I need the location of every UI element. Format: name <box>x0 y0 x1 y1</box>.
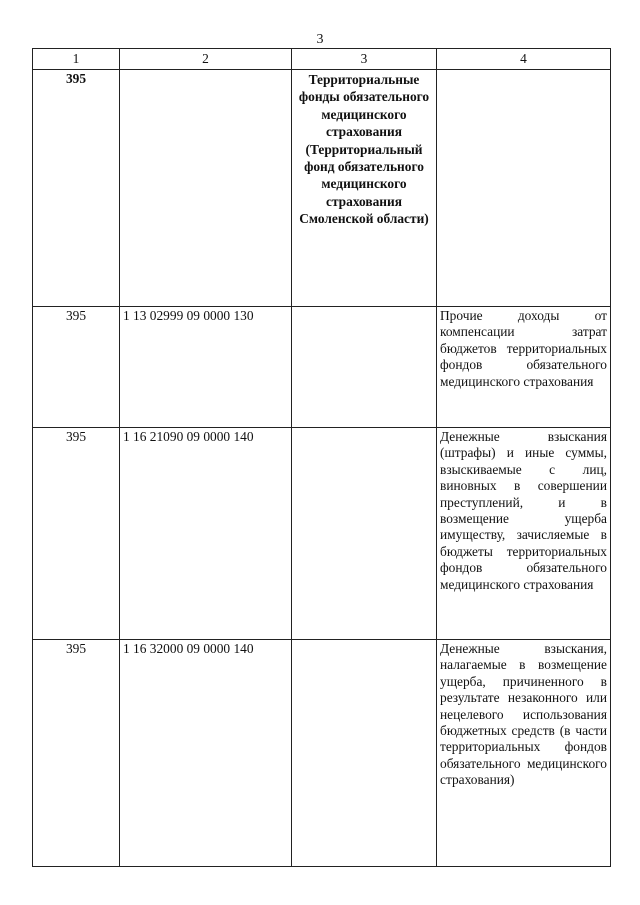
header-cell-3: 3 <box>292 49 437 70</box>
revenue-description-cell: Денежные взыскания, налагаемые в возмещение ущерба, причиненного в результате незаконного или нецелевого использования бюджетных средств (в части территориальных фондов обязательного медицинского страхования) <box>437 640 611 867</box>
table-row <box>33 307 611 428</box>
revenue-code-cell: 1 13 02999 09 0000 130 <box>120 307 292 428</box>
header-cell-4: 4 <box>437 49 611 70</box>
revenue-code-cell: 1 16 32000 09 0000 140 <box>120 640 292 867</box>
administrator-name-cell <box>292 640 437 867</box>
revenue-description-cell: Прочие доходы от компенсации затрат бюджетов территориальных фондов обязательного медицинского страхования <box>437 307 611 428</box>
header-cell-2: 2 <box>120 49 292 70</box>
admin-code-cell: 395 <box>33 428 120 640</box>
revenue-code-cell: 1 16 21090 09 0000 140 <box>120 428 292 640</box>
administrator-name-cell: Территориальные фонды обязательного медицинского страхования (Территориальный фонд обязательного медицинского страхования Смоленской области) <box>292 70 437 307</box>
budget-classification-table <box>32 48 611 867</box>
table-row <box>33 640 611 867</box>
admin-code-cell: 395 <box>33 307 120 428</box>
table-row <box>33 428 611 640</box>
table-row <box>33 70 611 307</box>
table-header-row <box>33 49 611 70</box>
administrator-name-cell <box>292 428 437 640</box>
page-number: 3 <box>316 32 324 47</box>
header-cell-1: 1 <box>33 49 120 70</box>
admin-code-cell: 395 <box>33 70 120 307</box>
revenue-description-cell: Денежные взыскания (штрафы) и иные суммы, взыскиваемые с лиц, виновных в совершении преступлений, и в возмещение ущерба имуществу, зачисляемые в бюджеты территориальных фондов обязательного медицинского страхования <box>437 428 611 640</box>
revenue-code-cell <box>120 70 292 307</box>
revenue-description-cell <box>437 70 611 307</box>
administrator-name-cell <box>292 307 437 428</box>
admin-code-cell: 395 <box>33 640 120 867</box>
